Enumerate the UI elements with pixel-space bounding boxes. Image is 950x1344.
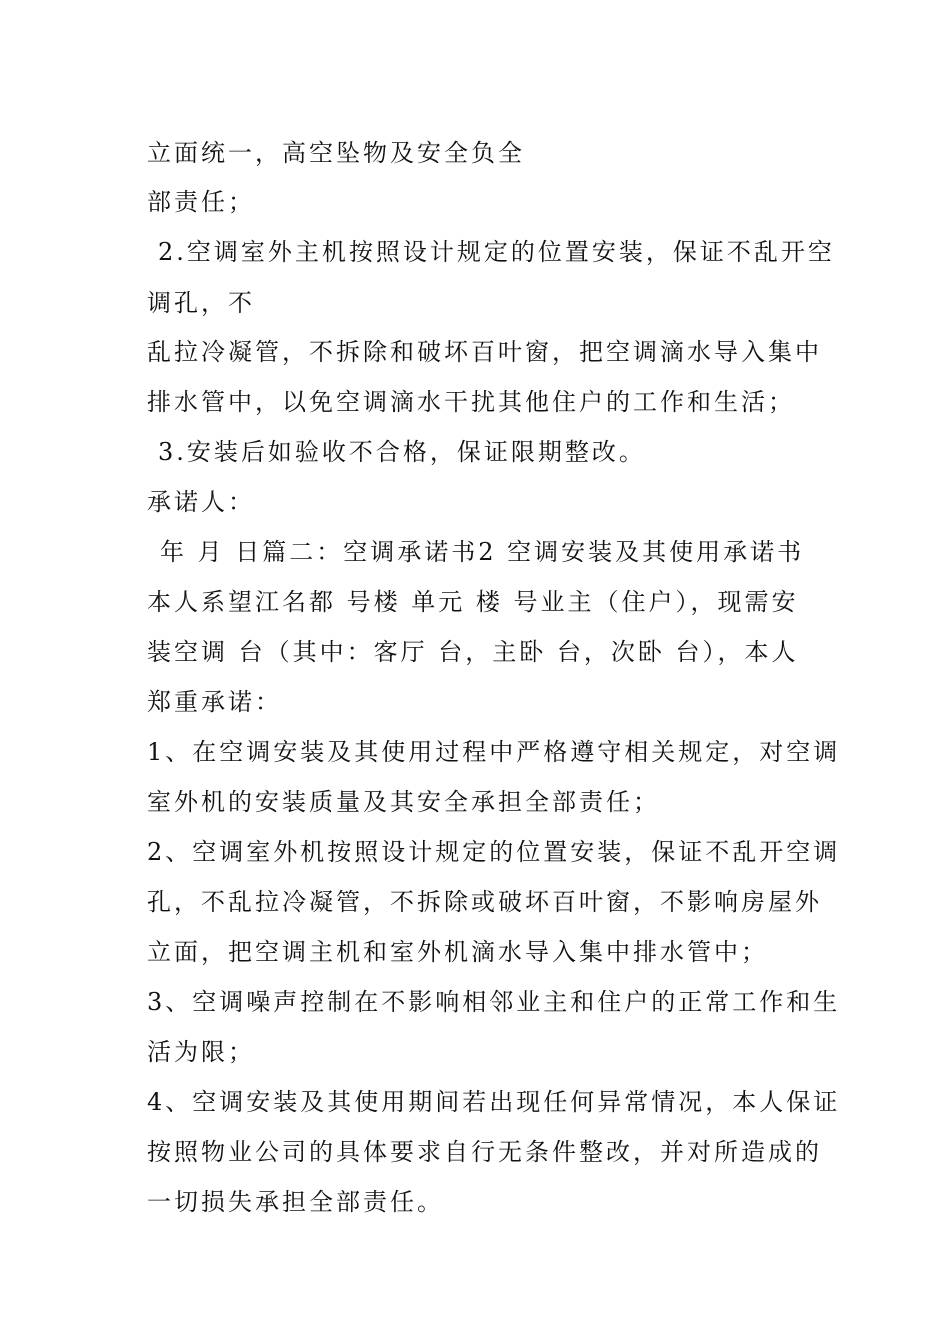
text-line: 乱拉冷凝管，不拆除和破坏百叶窗，把空调滴水导入集中	[147, 338, 822, 366]
text-line: 室外机的安装质量及其安全承担全部责任；	[147, 788, 660, 816]
text-line: 3.安装后如验收不合格，保证限期整改。	[158, 438, 646, 466]
text-line: 2、空调室外机按照设计规定的位置安装，保证不乱开空调	[147, 838, 841, 866]
text-line: 立面统一，高空坠物及安全负全	[147, 139, 525, 167]
text-line: 按照物业公司的具体要求自行无条件整改，并对所造成的	[147, 1138, 822, 1166]
text-line: 调孔，不	[147, 289, 255, 317]
text-line: 本人系望江名都 号楼 单元 楼 号业主（住户），现需安	[147, 588, 799, 616]
text-line: 一切损失承担全部责任。	[147, 1188, 444, 1216]
text-line: 3、空调噪声控制在不影响相邻业主和住户的正常工作和生	[147, 988, 841, 1016]
text-line: 年 月 日篇二：空调承诺书2 空调安装及其使用承诺书	[160, 538, 805, 566]
text-line: 承诺人：	[147, 488, 255, 516]
text-line: 1、在空调安装及其使用过程中严格遵守相关规定，对空调	[147, 738, 841, 766]
text-line: 立面，把空调主机和室外机滴水导入集中排水管中；	[147, 938, 768, 966]
text-line: 孔，不乱拉冷凝管，不拆除或破坏百叶窗，不影响房屋外	[147, 888, 822, 916]
text-line: 装空调 台（其中：客厅 台，主卧 台，次卧 台），本人	[147, 638, 799, 666]
text-line: 部责任；	[147, 188, 255, 216]
text-line: 排水管中，以免空调滴水干扰其他住户的工作和生活；	[147, 388, 795, 416]
text-line: 活为限；	[147, 1038, 255, 1066]
text-line: 4、空调安装及其使用期间若出现任何异常情况，本人保证	[147, 1088, 841, 1116]
text-line: 2.空调室外主机按照设计规定的位置安装，保证不乱开空	[158, 238, 835, 266]
text-line: 郑重承诺：	[147, 688, 282, 716]
